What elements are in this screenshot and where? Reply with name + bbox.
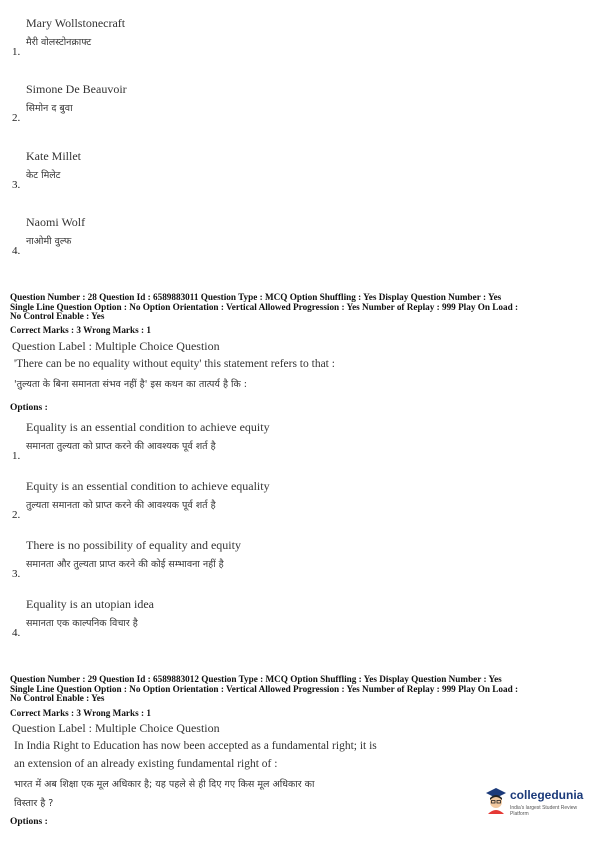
option-number: 2. xyxy=(12,509,21,521)
question-label: Question Label : Multiple Choice Question xyxy=(12,339,220,353)
question-text-hi: विस्तार है ? xyxy=(14,798,54,809)
options-label: Options : xyxy=(10,403,48,413)
option-text-en: Equality is an essential condition to achieve equity xyxy=(26,420,270,434)
option-text-hi: तुल्यता समानता को प्राप्त करने की आवश्यक पूर्व शर्त है xyxy=(26,500,216,511)
option-text-hi: समानता और तुल्यता प्राप्त करने की कोई सम्भावना नहीं है xyxy=(26,559,224,570)
marks-info: Correct Marks : 3 Wrong Marks : 1 xyxy=(10,325,151,335)
question-29-metadata xyxy=(10,675,585,704)
question-text-en: 'There can be no equality without equity' this statement refers to that : xyxy=(14,358,335,370)
meta-line: Single Line Question Option : No Option Orientation : Vertical Allowed Progression : Yes Number of Replay : 999 Play On Load : xyxy=(10,301,519,312)
question-text-en: In India Right to Education has now been accepted as a fundamental right; it is xyxy=(14,740,377,752)
question-28-metadata xyxy=(10,293,585,322)
option-text-hi: केट मिलेट xyxy=(26,170,61,181)
question-label: Question Label : Multiple Choice Question xyxy=(12,721,220,735)
option-number: 2. xyxy=(12,112,21,124)
option-text-en: There is no possibility of equality and equity xyxy=(26,538,241,552)
meta-line: Question Number : 28 Question Id : 6589883011 Question Type : MCQ Option Shuffling : Yes Display Question Number : Yes xyxy=(10,292,502,302)
marks-info: Correct Marks : 3 Wrong Marks : 1 xyxy=(10,708,151,718)
meta-line: No Control Enable : Yes xyxy=(10,693,105,703)
option-number: 3. xyxy=(12,568,21,580)
meta-line: Question Number : 29 Question Id : 6589883012 Question Type : MCQ Option Shuffling : Yes Display Question Number : Yes xyxy=(10,674,502,684)
option-text-hi: नाओमी वुल्फ xyxy=(26,236,72,247)
option-text-hi: मैरी वोलस्टोनक्राफ्ट xyxy=(26,37,92,48)
question-text-hi: 'तुल्यता के बिना समानता संभव नहीं है' इस कथन का तात्पर्य है कि : xyxy=(14,379,247,390)
logo-tagline: India's largest Student Review Platform xyxy=(510,805,578,817)
option-text-en: Naomi Wolf xyxy=(26,215,86,229)
option-number: 1. xyxy=(12,46,21,58)
option-number: 1. xyxy=(12,450,21,462)
question-text-hi: भारत में अब शिक्षा एक मूल अधिकार है; यह पहले से ही दिए गए किस मूल अधिकार का xyxy=(14,779,315,790)
option-number: 4. xyxy=(12,627,21,639)
logo-name: collegedunia xyxy=(510,788,584,802)
option-text-hi: समानता तुल्यता को प्राप्त करने की आवश्यक पूर्व शर्त है xyxy=(26,441,216,452)
options-label: Options : xyxy=(10,817,48,827)
meta-line: No Control Enable : Yes xyxy=(10,311,105,321)
collegedunia-logo xyxy=(484,786,592,820)
meta-line: Single Line Question Option : No Option Orientation : Vertical Allowed Progression : Yes Number of Replay : 999 Play On Load : xyxy=(10,683,519,694)
option-text-en: Simone De Beauvoir xyxy=(26,82,127,96)
option-text-en: Kate Millet xyxy=(26,149,81,163)
option-text-hi: सिमोन द बुवा xyxy=(26,103,73,114)
graduate-icon xyxy=(484,786,508,814)
option-number: 3. xyxy=(12,179,21,191)
option-text-en: Equity is an essential condition to achieve equality xyxy=(26,479,270,493)
option-number: 4. xyxy=(12,245,21,257)
option-text-hi: समानता एक काल्पनिक विचार है xyxy=(26,618,138,629)
question-text-en: an extension of an already existing fundamental right of : xyxy=(14,758,278,770)
option-text-en: Equality is an utopian idea xyxy=(26,597,154,611)
option-text-en: Mary Wollstonecraft xyxy=(26,16,126,30)
